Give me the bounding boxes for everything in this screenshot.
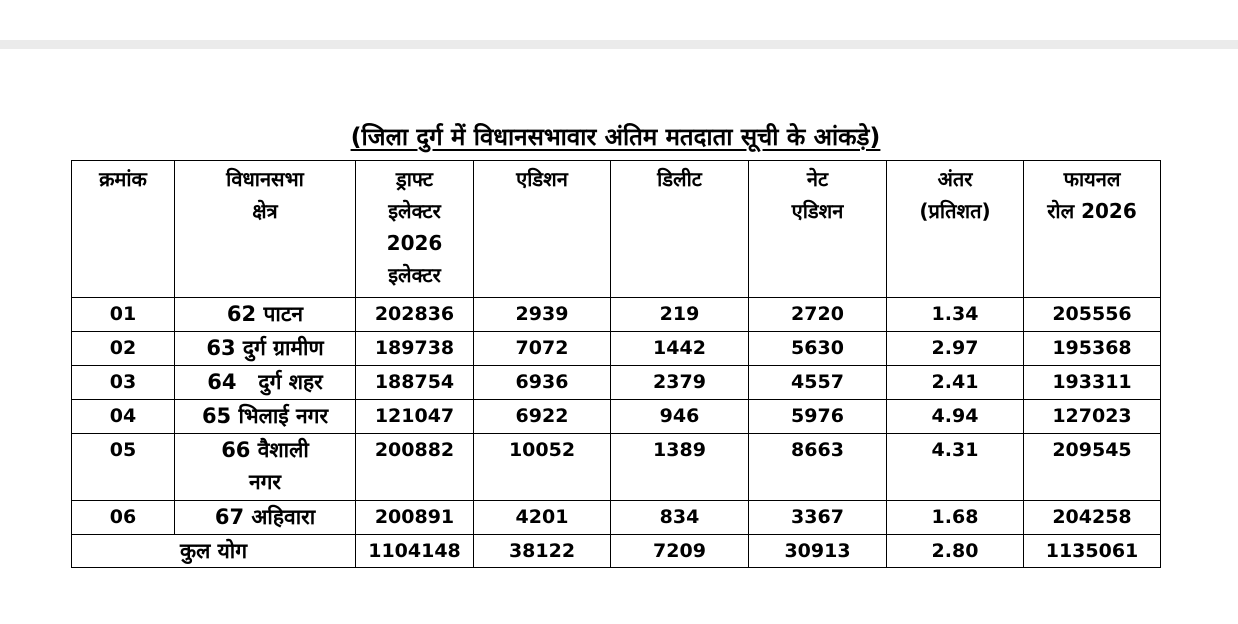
delete-cell: 219 — [611, 298, 749, 332]
total-difference-cell: 2.80 — [887, 535, 1024, 568]
column-header-assembly: विधानसभा क्षेत्र — [175, 161, 356, 298]
serial-cell: 04 — [72, 400, 175, 434]
final-roll-cell: 193311 — [1024, 366, 1161, 400]
difference-cell: 1.68 — [887, 501, 1024, 535]
column-header-addition: एडिशन — [474, 161, 611, 298]
total-addition-cell: 38122 — [474, 535, 611, 568]
column-header-delete: डिलीट — [611, 161, 749, 298]
net-addition-cell: 5630 — [749, 332, 887, 366]
difference-cell: 4.31 — [887, 434, 1024, 501]
addition-cell: 10052 — [474, 434, 611, 501]
assembly-cell: 65 भिलाई नगर — [175, 400, 356, 434]
addition-cell: 6922 — [474, 400, 611, 434]
final-roll-cell: 205556 — [1024, 298, 1161, 332]
draft-cell: 200891 — [356, 501, 474, 535]
net-addition-cell: 8663 — [749, 434, 887, 501]
column-header-net-addition: नेट एडिशन — [749, 161, 887, 298]
total-delete-cell: 7209 — [611, 535, 749, 568]
draft-cell: 202836 — [356, 298, 474, 332]
difference-cell: 2.41 — [887, 366, 1024, 400]
delete-cell: 2379 — [611, 366, 749, 400]
addition-cell: 6936 — [474, 366, 611, 400]
net-addition-cell: 5976 — [749, 400, 887, 434]
delete-cell: 1442 — [611, 332, 749, 366]
total-draft-cell: 1104148 — [356, 535, 474, 568]
top-band — [0, 40, 1238, 49]
final-roll-cell: 127023 — [1024, 400, 1161, 434]
serial-cell: 01 — [72, 298, 175, 332]
difference-cell: 1.34 — [887, 298, 1024, 332]
table-row — [72, 366, 1161, 400]
header-row — [72, 161, 1161, 298]
assembly-cell: 66 वैशाली नगर — [175, 434, 356, 501]
net-addition-cell: 3367 — [749, 501, 887, 535]
column-header-difference: अंतर (प्रतिशत) — [887, 161, 1024, 298]
column-header-serial: क्रमांक — [72, 161, 175, 298]
draft-cell: 121047 — [356, 400, 474, 434]
draft-cell: 189738 — [356, 332, 474, 366]
page-title: (जिला दुर्ग में विधानसभावार अंतिम मतदाता सूची के आंकड़े) — [350, 123, 881, 151]
draft-cell: 200882 — [356, 434, 474, 501]
delete-cell: 1389 — [611, 434, 749, 501]
total-final-roll-cell: 1135061 — [1024, 535, 1161, 568]
serial-cell: 02 — [72, 332, 175, 366]
assembly-cell: 62 पाटन — [175, 298, 356, 332]
table-row — [72, 332, 1161, 366]
table-row — [72, 298, 1161, 332]
net-addition-cell: 2720 — [749, 298, 887, 332]
total-label: कुल योग — [72, 535, 356, 568]
serial-cell: 03 — [72, 366, 175, 400]
assembly-cell: 67 अहिवारा — [175, 501, 356, 535]
final-roll-cell: 204258 — [1024, 501, 1161, 535]
serial-cell: 06 — [72, 501, 175, 535]
table-row — [72, 501, 1161, 535]
column-header-final-roll: फायनल रोल 2026 — [1024, 161, 1161, 298]
final-roll-cell: 209545 — [1024, 434, 1161, 501]
addition-cell: 4201 — [474, 501, 611, 535]
final-roll-cell: 195368 — [1024, 332, 1161, 366]
difference-cell: 2.97 — [887, 332, 1024, 366]
assembly-cell: 64 दुर्ग शहर — [175, 366, 356, 400]
total-row — [72, 535, 1161, 568]
draft-cell: 188754 — [356, 366, 474, 400]
table-row — [72, 434, 1161, 501]
total-net-addition-cell: 30913 — [749, 535, 887, 568]
voter-data-table — [71, 160, 1161, 568]
addition-cell: 2939 — [474, 298, 611, 332]
table-row — [72, 400, 1161, 434]
difference-cell: 4.94 — [887, 400, 1024, 434]
addition-cell: 7072 — [474, 332, 611, 366]
delete-cell: 834 — [611, 501, 749, 535]
assembly-cell: 63 दुर्ग ग्रामीण — [175, 332, 356, 366]
net-addition-cell: 4557 — [749, 366, 887, 400]
delete-cell: 946 — [611, 400, 749, 434]
serial-cell: 05 — [72, 434, 175, 501]
column-header-draft: ड्राफ्ट इलेक्टर 2026 इलेक्टर — [356, 161, 474, 298]
